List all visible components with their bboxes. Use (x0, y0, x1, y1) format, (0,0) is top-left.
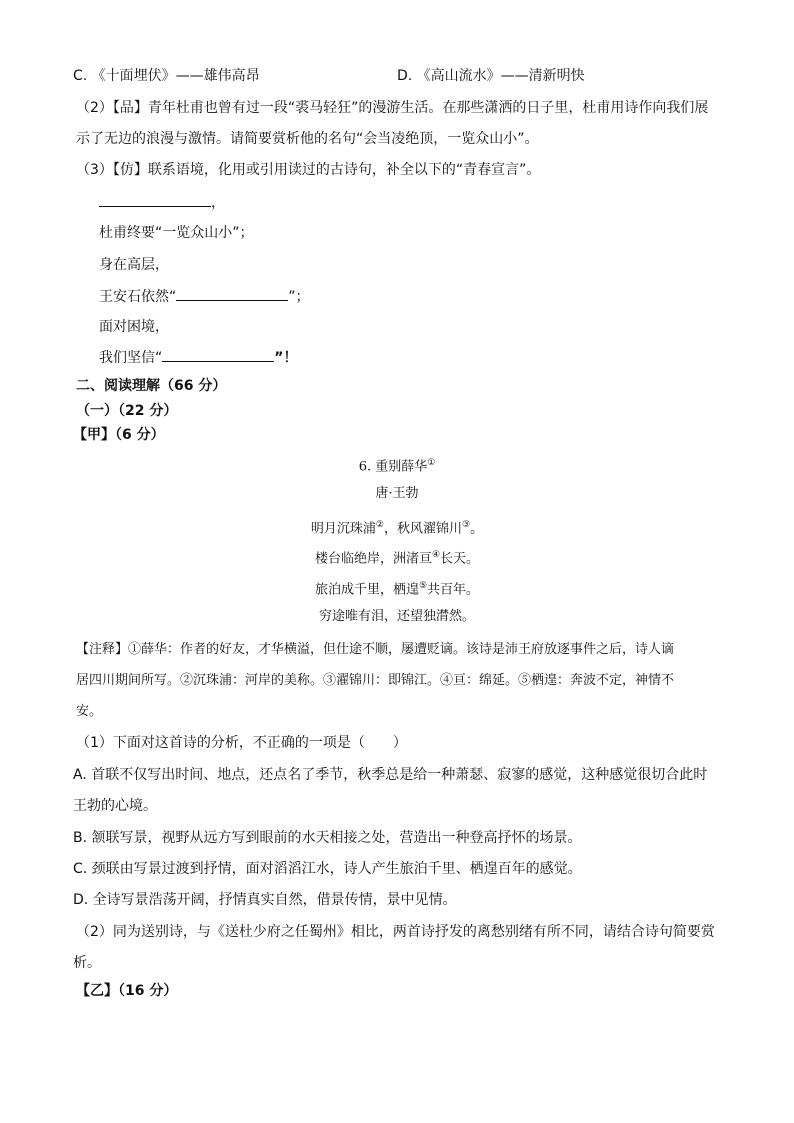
q3-line5: 面对困境， (99, 319, 169, 335)
notes-line3: 安。 (76, 704, 103, 719)
q6-1-stem: （1）下面对这首诗的分析，不正确的一项是（ ） (76, 735, 407, 751)
q2-line2: 示了无边的浪漫与激情。请简要赏析他的名句“会当凌绝顶，一览众山小”。 (76, 131, 539, 147)
notes-line2: 居四川期间所写。②沉珠浦：河岸的美称。③濯锦川：即锦江。④亘：绵延。⑤栖遑：奔波不定，神情不 (76, 673, 675, 688)
q6-2-line2: 析。 (73, 955, 101, 971)
q3-line4: 王安石依然“ ”； (99, 286, 310, 307)
q3-line1: ， (99, 192, 225, 213)
poem-line-3: 旅泊成千里，栖遑⑤共百年。 (314, 581, 480, 598)
q3-line6: 我们坚信“ ”！ (99, 347, 297, 368)
answer-blank-3[interactable] (162, 347, 274, 362)
section-heading: 二、阅读理解（66 分） (76, 378, 227, 394)
poem-author: 唐·王勃 (375, 486, 419, 501)
q3-line2: 杜甫终要“一览众山小”； (99, 225, 254, 241)
answer-blank-1[interactable] (99, 192, 211, 207)
jia-heading: 【甲】（6 分） (73, 427, 165, 443)
yi-heading: 【乙】（16 分） (76, 983, 178, 999)
part1-heading: （一）（22 分） (76, 403, 178, 419)
q6-1-option-a: A. 首联不仅写出时间、地点，还点名了季节，秋季总是给一种萧瑟、寂寥的感觉，这种感觉很切合此时 (73, 767, 708, 783)
q6-1-option-d: D. 全诗写景浩荡开阔，抒情真实自然，借景传情，景中见情。 (73, 892, 457, 908)
q6-1-option-b: B. 颔联写景，视野从远方写到眼前的水天相接之处，营造出一种登高抒怀的场景。 (73, 830, 582, 846)
option-d: D. 《高山流水》——清新明快 (397, 68, 585, 84)
notes-line1: 【注释】①薛华：作者的好友，才华横溢，但仕途不顺，屡遭贬谪。该诗是沛王府放逐事件之后，诗人谪 (76, 642, 675, 657)
poem-line-2: 楼台临绝岸，洲渚亘④长天。 (314, 550, 480, 567)
q6-1-option-c: C. 颈联由写景过渡到抒情，面对滔滔江水，诗人产生旅泊千里、栖遑百年的感觉。 (73, 861, 582, 877)
poem-line-4: 穷途唯有泪，还望独潸然。 (318, 609, 475, 624)
option-c: C. 《十面埋伏》——雄伟高昂 (73, 68, 260, 84)
q2-line1: （2）【品】青年杜甫也曾有过一段“裘马轻狂”的漫游生活。在那些潇洒的日子里，杜甫用诗作向我们展 (76, 100, 709, 116)
q3-line3: 身在高层， (99, 257, 169, 273)
q6-1-option-a-cont: 王勃的心境。 (73, 798, 157, 814)
answer-blank-2[interactable] (176, 286, 288, 301)
poem-title: 6. 重别薛华① (358, 458, 436, 475)
q6-2-line1: （2）同为送别诗，与《送杜少府之任蜀州》相比，两首诗抒发的离愁别绪有所不同，请结合诗句简要赏 (76, 924, 715, 940)
poem-line-1: 明月沉珠浦②，秋风濯锦川③。 (310, 520, 484, 537)
q3-prompt: （3）【仿】联系语境，化用或引用读过的古诗句，补全以下的“青春宣言”。 (76, 162, 541, 178)
